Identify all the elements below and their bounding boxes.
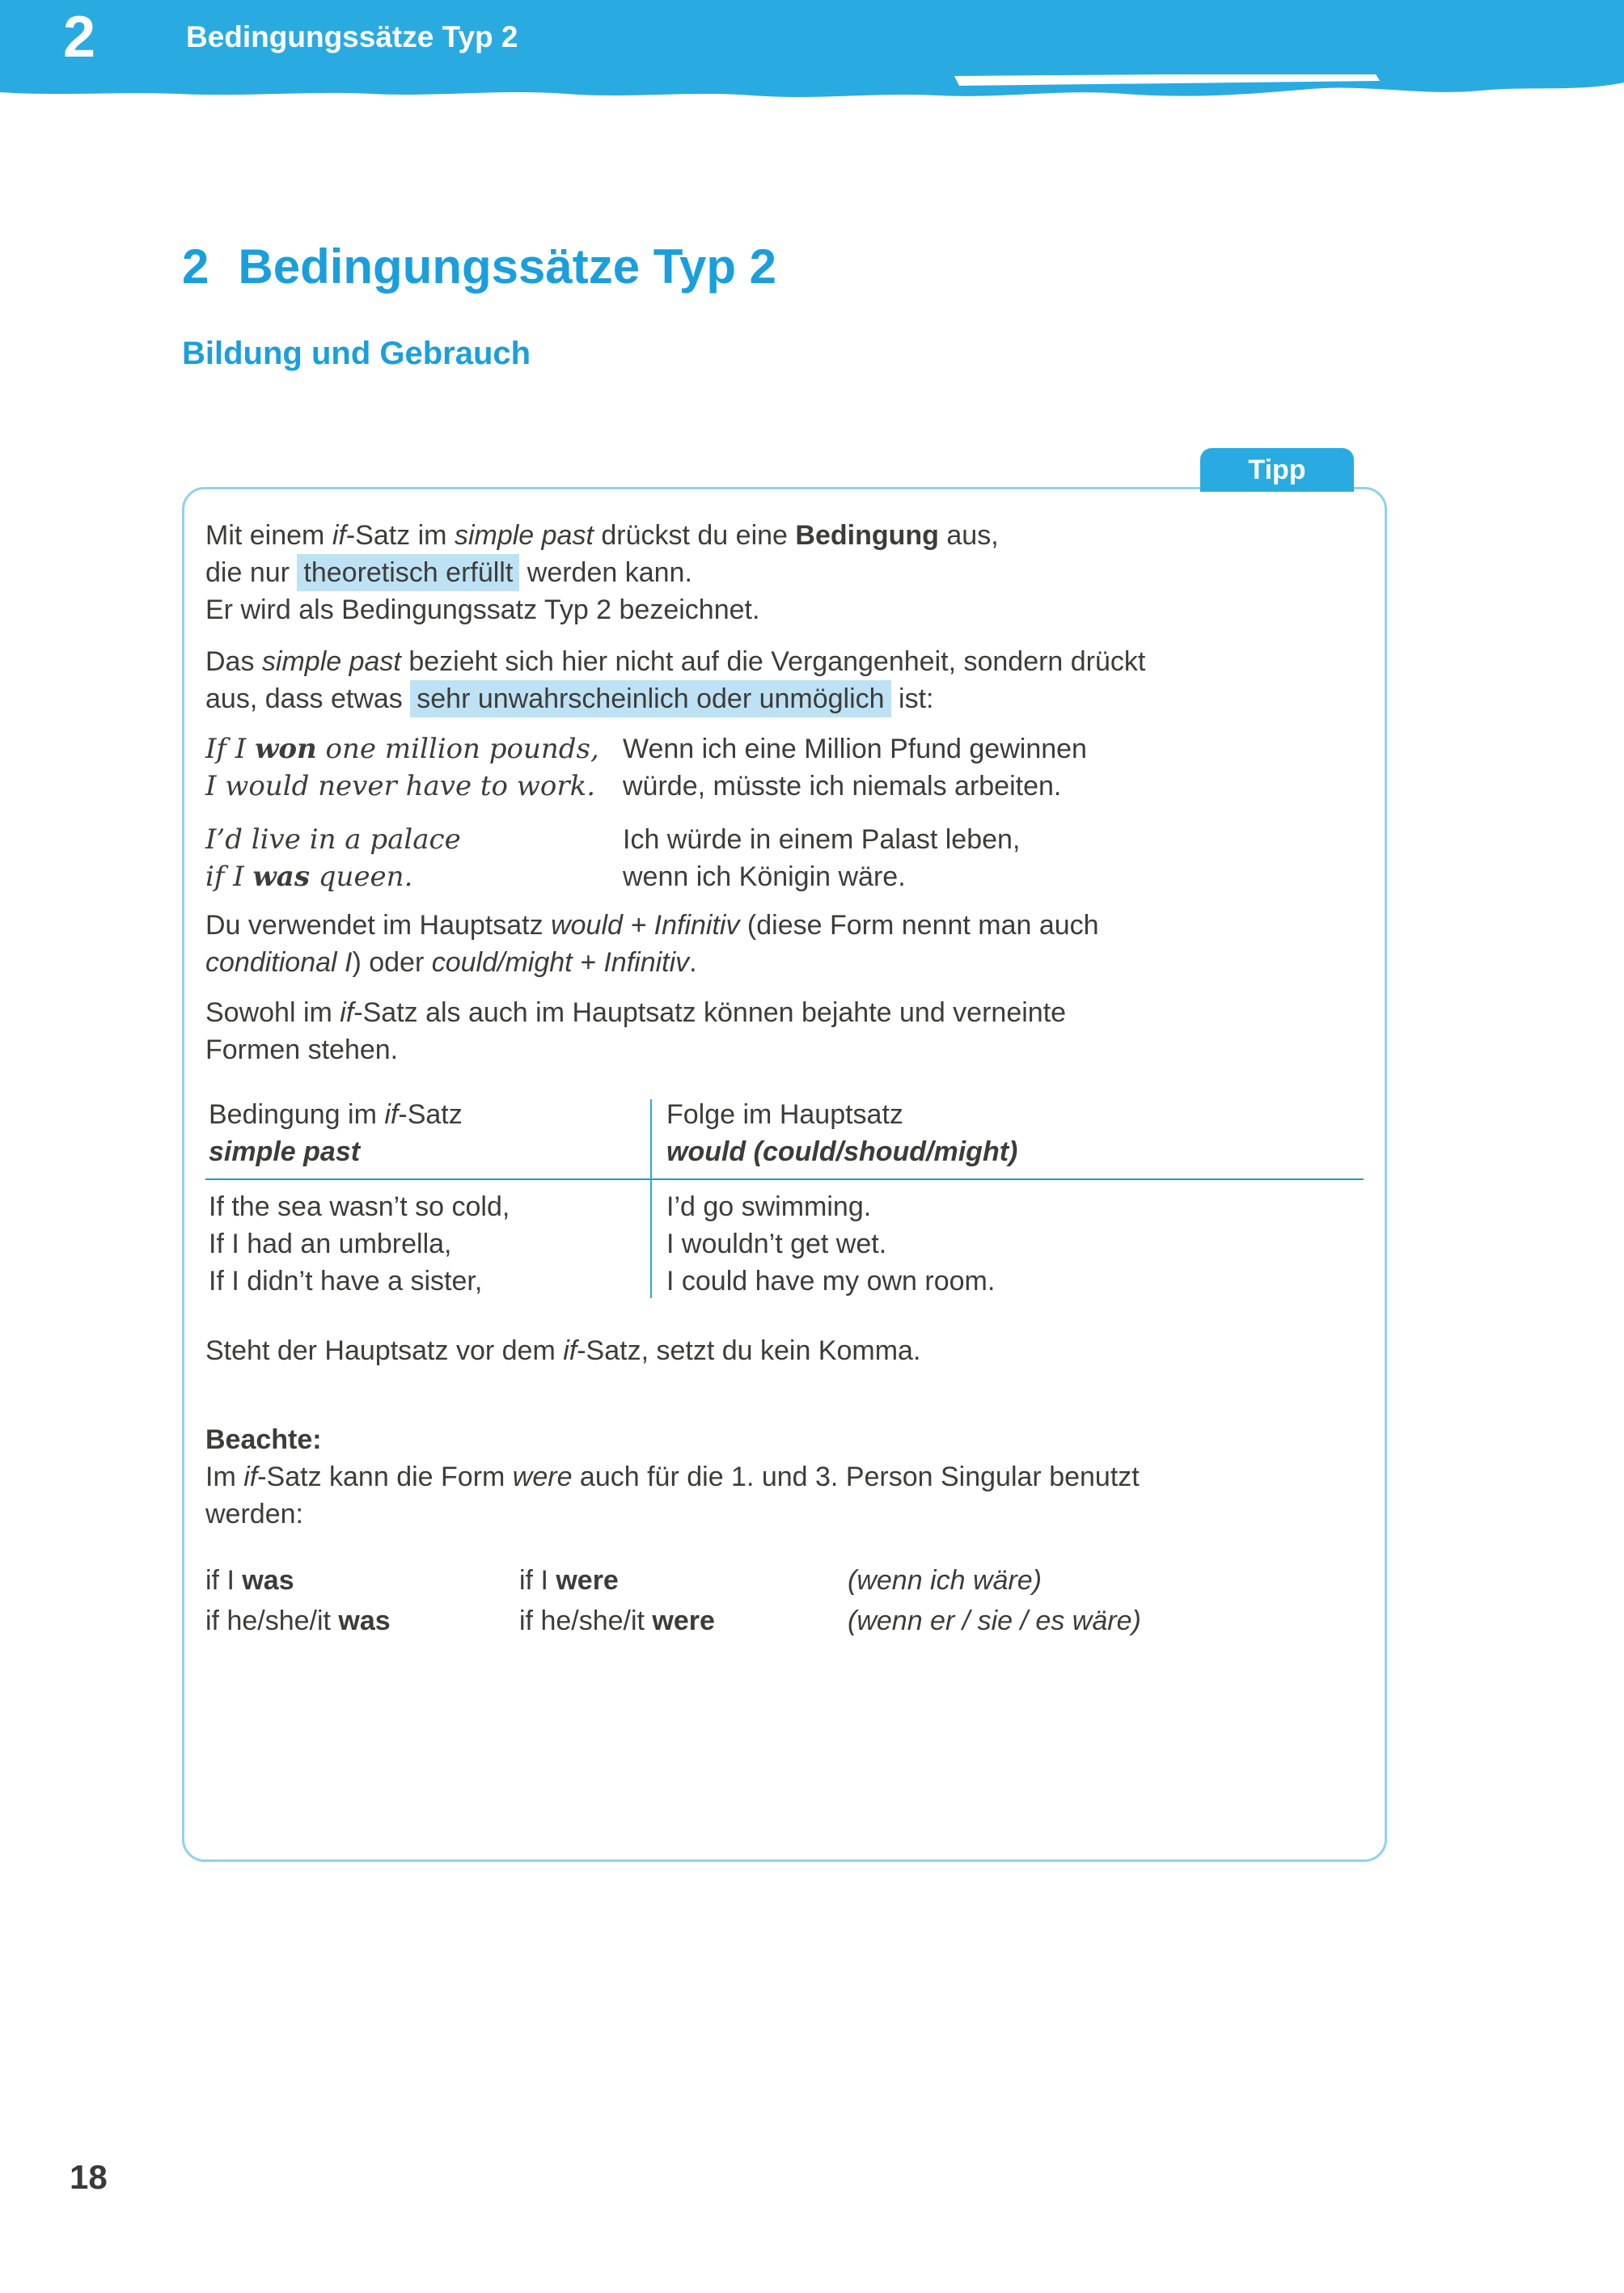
paragraph-simple-past [205,643,1364,717]
text-line: Das simple past bezieht sich hier nicht auf die Vergangenheit, sondern drückt [205,646,1146,677]
table-body-main-clauses [650,1188,1364,1300]
text-line: I could have my own room. [666,1266,996,1297]
example-english-column [205,730,623,895]
text-line: If I won one million pounds, [205,733,599,765]
text-line: If I didn’t have a sister, [209,1266,483,1297]
example-pair [623,821,1364,895]
text-line: die nur theoretisch erfüllt werden kann. [205,554,1364,591]
page-title-number: 2 [182,239,209,294]
text-line: I’d live in a palace [205,823,461,856]
example-pairs [205,730,1364,895]
example-pair [205,821,623,895]
tip-box [182,454,1387,1862]
text-line: würde, müsste ich niemals arbeiten. [623,771,1062,802]
text-line: (wenn ich wäre) [848,1565,1042,1596]
tip-tab-label: Tipp [1200,448,1354,492]
text-line: werden: [205,1499,303,1529]
text-line: I would never have to work. [205,770,596,802]
translation-column [848,1560,1364,1641]
text-line: if I was queen. [205,861,413,893]
paragraph-komma [205,1332,1364,1369]
text-line: Formen stehen. [205,1034,399,1065]
page-title [182,241,1387,293]
text-line: Er wird als Bedingungssatz Typ 2 bezeichnet. [205,594,760,625]
paragraph-hauptsatz [205,907,1364,981]
page-title-text: Bedingungssätze Typ 2 [238,239,777,294]
paragraph-intro [205,517,1364,628]
text-line: If the sea wasn’t so cold, [209,1191,510,1222]
grammar-table [205,1096,1364,1300]
page-content [182,0,1387,1862]
example-german-column [623,730,1364,895]
page-number: 18 [70,2158,108,2196]
text-line: wenn ich Königin wäre. [623,861,906,892]
table-column-divider [650,1099,652,1298]
header-chapter-title: Bedingungssätze Typ 2 [186,20,518,53]
text-line: would (could/shoud/might) [666,1136,1018,1167]
text-line: if I were [519,1565,619,1596]
text-line: Mit einem if-Satz im simple past drückst du eine Bedingung aus, [205,520,999,551]
text-line: simple past [209,1136,361,1167]
note-label: Beachte: [205,1424,322,1455]
table-header-row [205,1096,1364,1170]
note-block [205,1421,1364,1641]
text-line: If I had an umbrella, [209,1229,452,1259]
table-header-main-clause [650,1096,1364,1170]
text-line: Bedingung im if-Satz [209,1099,463,1130]
text-line: if he/she/it were [519,1606,715,1636]
text-line: Du verwendet im Hauptsatz would + Infinitiv (diese Form nennt man auch [205,910,1099,941]
text-line: Sowohl im if-Satz als auch im Hauptsatz können bejahte und verneinte [205,997,1067,1028]
text-line: I’d go swimming. [666,1191,872,1222]
table-body-row [205,1188,1364,1300]
header-chapter-number: 2 [63,5,96,70]
text-line: I wouldn’t get wet. [666,1229,887,1259]
text-line: aus, dass etwas sehr unwahrscheinlich oder unmöglich ist: [205,680,1364,717]
text-line: Ich würde in einem Palast leben, [623,824,1021,855]
text-line: if I was [205,1565,294,1596]
were-was-columns [205,1560,1364,1641]
paragraph-formen [205,994,1364,1068]
section-heading: Bildung und Gebrauch [182,336,531,371]
table-horizontal-rule [205,1178,1364,1180]
text-line: conditional I) oder could/might + Infinitiv. [205,947,697,978]
table-body-if-clauses [205,1188,650,1300]
table-header-if-clause [205,1096,650,1170]
text-line: if he/she/it was [205,1606,391,1636]
text-line: (wenn er / sie / es wäre) [848,1606,1141,1636]
text-line: Wenn ich eine Million Pfund gewinnen [623,734,1087,764]
example-pair [205,730,623,805]
text-line: Im if-Satz kann die Form were auch für die 1. und 3. Person Singular benutzt [205,1462,1140,1492]
example-pair [623,730,1364,805]
was-column [205,1560,519,1641]
text-line: Folge im Hauptsatz [666,1099,903,1130]
were-column [519,1560,848,1641]
text-line: Steht der Hauptsatz vor dem if-Satz, setzt du kein Komma. [205,1335,921,1366]
